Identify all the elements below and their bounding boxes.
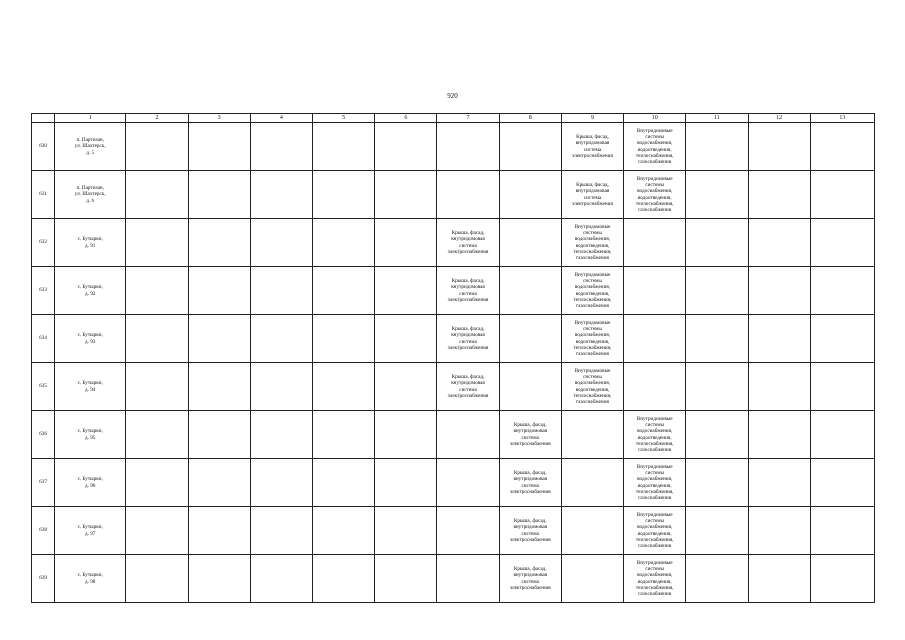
cell-col-10: [624, 267, 686, 315]
page-number: 920: [447, 92, 458, 100]
address-cell: с. Бутырки, д. 93: [77, 332, 103, 345]
cell-col-8: [499, 315, 561, 363]
cell-col-12: [748, 123, 810, 171]
cell-col-6: [375, 411, 437, 459]
cell-col-10: [624, 123, 686, 171]
table-row: [32, 507, 875, 555]
cell-col-5: [312, 411, 374, 459]
work-description: Крыша, фасад, внутридомовая система электроснабжения: [447, 230, 489, 255]
cell-col-3: [188, 219, 250, 267]
table-row: [32, 219, 875, 267]
cell-col-3: [188, 555, 250, 603]
column-header-number: [32, 114, 55, 123]
table-row: [32, 363, 875, 411]
cell-col-12: [748, 315, 810, 363]
cell-col-7: [437, 459, 499, 507]
cell-col-12: [748, 459, 810, 507]
column-header-5: 5: [312, 114, 374, 123]
cell-col-2: [126, 171, 188, 219]
work-description: Крыша, фасад, внутридомовая система электроснабжения: [572, 182, 613, 207]
cell-col-5: [312, 363, 374, 411]
column-header-10: 10: [624, 114, 686, 123]
cell-col-6: [375, 171, 437, 219]
row-number: 639: [32, 555, 55, 603]
cell-col-2: [126, 411, 188, 459]
cell-col-9: [561, 459, 623, 507]
table-row: [32, 555, 875, 603]
cell-col-11: [686, 459, 748, 507]
cell-col-6: [375, 267, 437, 315]
cell-col-3: [188, 315, 250, 363]
cell-col-3: [188, 411, 250, 459]
cell-col-2: [126, 459, 188, 507]
cell-col-13: [810, 123, 874, 171]
cell-col-10: [624, 219, 686, 267]
cell-col-5: [312, 459, 374, 507]
cell-col-6: [375, 459, 437, 507]
work-description: Крыша, фасад, внутридомовая система электроснабжения: [572, 134, 613, 159]
cell-col-4: [250, 315, 312, 363]
cell-col-13: [810, 555, 874, 603]
cell-col-7: [437, 363, 499, 411]
cell-col-11: [686, 411, 748, 459]
cell-col-9: [561, 507, 623, 555]
cell-col-2: [126, 363, 188, 411]
address-cell: с. Бутырки, д. 98: [77, 572, 103, 585]
address-cell: п. Партизан, ул. Шахтерск, д. 6: [74, 185, 106, 204]
column-header-3: 3: [188, 114, 250, 123]
cell-col-11: [686, 363, 748, 411]
row-number: 637: [32, 459, 55, 507]
cell-col-11: [686, 315, 748, 363]
cell-col-2: [126, 507, 188, 555]
address-cell: с. Бутырки, д. 96: [77, 476, 103, 489]
cell-col-2: [126, 315, 188, 363]
row-number: 631: [32, 171, 55, 219]
work-description: Внутридомовые системы водоснабжения, водоотведения, теплоснабжения, газоснабжения: [573, 223, 612, 261]
cell-col-6: [375, 219, 437, 267]
cell-col-10: [624, 411, 686, 459]
cell-col-8: [499, 459, 561, 507]
cell-col-8: [499, 507, 561, 555]
cell-col-13: [810, 219, 874, 267]
cell-col-10: [624, 507, 686, 555]
cell-col-5: [312, 171, 374, 219]
cell-col-3: [188, 459, 250, 507]
cell-col-9: [561, 123, 623, 171]
work-description: Внутридомовые системы водоснабжения, водоотведения, теплоснабжения, газоснабжения: [635, 175, 674, 213]
cell-col-4: [250, 459, 312, 507]
cell-col-5: [312, 555, 374, 603]
cell-col-4: [250, 267, 312, 315]
work-description: Крыша, фасад, внутридомовая система электроснабжения: [509, 566, 551, 591]
cell-col-10: [624, 171, 686, 219]
cell-col-13: [810, 171, 874, 219]
column-header-9: 9: [561, 114, 623, 123]
header-row: [32, 114, 875, 123]
cell-col-12: [748, 219, 810, 267]
table-row: [32, 411, 875, 459]
address-cell: с. Бутырки, д. 97: [77, 524, 103, 537]
cell-col-7: [437, 507, 499, 555]
cell-col-6: [375, 555, 437, 603]
cell-col-5: [312, 267, 374, 315]
cell-col-9: [561, 267, 623, 315]
cell-col-4: [250, 411, 312, 459]
cell-col-9: [561, 171, 623, 219]
cell-col-10: [624, 315, 686, 363]
cell-col-3: [188, 171, 250, 219]
table-body: [32, 123, 875, 603]
cell-col-12: [748, 363, 810, 411]
cell-col-9: [561, 315, 623, 363]
cell-col-10: [624, 555, 686, 603]
cell-col-7: [437, 123, 499, 171]
work-description: Внутридомовые системы водоснабжения, водоотведения, теплоснабжения, газоснабжения: [573, 271, 612, 309]
table-row: [32, 459, 875, 507]
cell-col-6: [375, 123, 437, 171]
cell-col-13: [810, 459, 874, 507]
work-description: Внутридомовые системы водоснабжения, водоотведения, теплоснабжения, газоснабжения: [635, 559, 674, 597]
work-description: Крыша, фасад, внутридомовая система электроснабжения: [509, 422, 551, 447]
cell-col-6: [375, 363, 437, 411]
cell-col-4: [250, 555, 312, 603]
cell-col-6: [375, 507, 437, 555]
cell-col-9: [561, 219, 623, 267]
cell-col-9: [561, 363, 623, 411]
column-header-1: 1: [55, 114, 126, 123]
address-cell: с. Бутырки, д. 92: [77, 284, 103, 297]
cell-col-10: [624, 363, 686, 411]
address-cell: с. Бутырки, д. 94: [77, 380, 103, 393]
cell-col-2: [126, 219, 188, 267]
row-number: 636: [32, 411, 55, 459]
column-header-12: 12: [748, 114, 810, 123]
table-row: [32, 267, 875, 315]
cell-col-8: [499, 363, 561, 411]
row-number: 630: [32, 123, 55, 171]
cell-col-7: [437, 411, 499, 459]
cell-col-13: [810, 267, 874, 315]
cell-col-11: [686, 123, 748, 171]
work-description: Внутридомовые системы водоснабжения, водоотведения, теплоснабжения, газоснабжения: [573, 367, 612, 405]
cell-col-4: [250, 219, 312, 267]
cell-col-4: [250, 507, 312, 555]
cell-col-11: [686, 267, 748, 315]
column-header-13: 13: [810, 114, 874, 123]
cell-col-4: [250, 363, 312, 411]
cell-col-9: [561, 411, 623, 459]
cell-col-3: [188, 123, 250, 171]
work-description: Внутридомовые системы водоснабжения, водоотведения, теплоснабжения, газоснабжения: [635, 511, 674, 549]
cell-col-13: [810, 315, 874, 363]
cell-col-3: [188, 267, 250, 315]
column-header-11: 11: [686, 114, 748, 123]
cell-col-4: [250, 123, 312, 171]
address-cell: п. Партизан, ул. Шахтерск, д. 5: [74, 137, 106, 156]
row-number: 633: [32, 267, 55, 315]
cell-col-8: [499, 171, 561, 219]
table-row: [32, 123, 875, 171]
cell-col-7: [437, 555, 499, 603]
work-description: Крыша, фасад, внутридомовая система электроснабжения: [447, 326, 489, 351]
cell-col-7: [437, 171, 499, 219]
cell-col-2: [126, 267, 188, 315]
cell-col-11: [686, 219, 748, 267]
cell-col-11: [686, 507, 748, 555]
cell-col-13: [810, 411, 874, 459]
table-row: [32, 315, 875, 363]
cell-col-8: [499, 123, 561, 171]
cell-col-13: [810, 363, 874, 411]
cell-col-5: [312, 507, 374, 555]
cell-col-11: [686, 555, 748, 603]
cell-col-12: [748, 555, 810, 603]
work-description: Внутридомовые системы водоснабжения, водоотведения, теплоснабжения, газоснабжения: [635, 127, 674, 165]
cell-col-8: [499, 267, 561, 315]
cell-col-7: [437, 267, 499, 315]
row-number: 632: [32, 219, 55, 267]
work-description: Внутридомовые системы водоснабжения, водоотведения, теплоснабжения, газоснабжения: [573, 319, 612, 357]
column-header-2: 2: [126, 114, 188, 123]
cell-col-2: [126, 123, 188, 171]
work-description: Крыша, фасад, внутридомовая система электроснабжения: [447, 278, 489, 303]
column-header-7: 7: [437, 114, 499, 123]
cell-col-9: [561, 555, 623, 603]
row-number: 638: [32, 507, 55, 555]
cell-col-8: [499, 219, 561, 267]
cell-col-12: [748, 267, 810, 315]
cell-col-2: [126, 555, 188, 603]
row-number: 634: [32, 315, 55, 363]
row-number: 635: [32, 363, 55, 411]
work-description: Внутридомовые системы водоснабжения, водоотведения, теплоснабжения, газоснабжения: [635, 415, 674, 453]
cell-col-8: [499, 555, 561, 603]
table-row: [32, 171, 875, 219]
work-description: Крыша, фасад, внутридомовая система электроснабжения: [509, 518, 551, 543]
work-description: Крыша, фасад, внутридомовая система электроснабжения: [447, 374, 489, 399]
work-description: Крыша, фасад, внутридомовая система электроснабжения: [509, 470, 551, 495]
cell-col-4: [250, 171, 312, 219]
cell-col-12: [748, 171, 810, 219]
column-header-4: 4: [250, 114, 312, 123]
cell-col-5: [312, 123, 374, 171]
work-description: Внутридомовые системы водоснабжения, водоотведения, теплоснабжения, газоснабжения: [635, 463, 674, 501]
address-cell: с. Бутырки, д. 91: [77, 236, 103, 249]
cell-col-5: [312, 315, 374, 363]
column-header-6: 6: [375, 114, 437, 123]
cell-col-3: [188, 507, 250, 555]
cell-col-3: [188, 363, 250, 411]
cell-col-10: [624, 459, 686, 507]
cell-col-12: [748, 411, 810, 459]
cell-col-13: [810, 507, 874, 555]
cell-col-8: [499, 411, 561, 459]
cell-col-7: [437, 219, 499, 267]
address-cell: с. Бутырки, д. 95: [77, 428, 103, 441]
column-header-8: 8: [499, 114, 561, 123]
cell-col-6: [375, 315, 437, 363]
register-table: [31, 113, 875, 603]
cell-col-12: [748, 507, 810, 555]
cell-col-5: [312, 219, 374, 267]
cell-col-11: [686, 171, 748, 219]
cell-col-7: [437, 315, 499, 363]
